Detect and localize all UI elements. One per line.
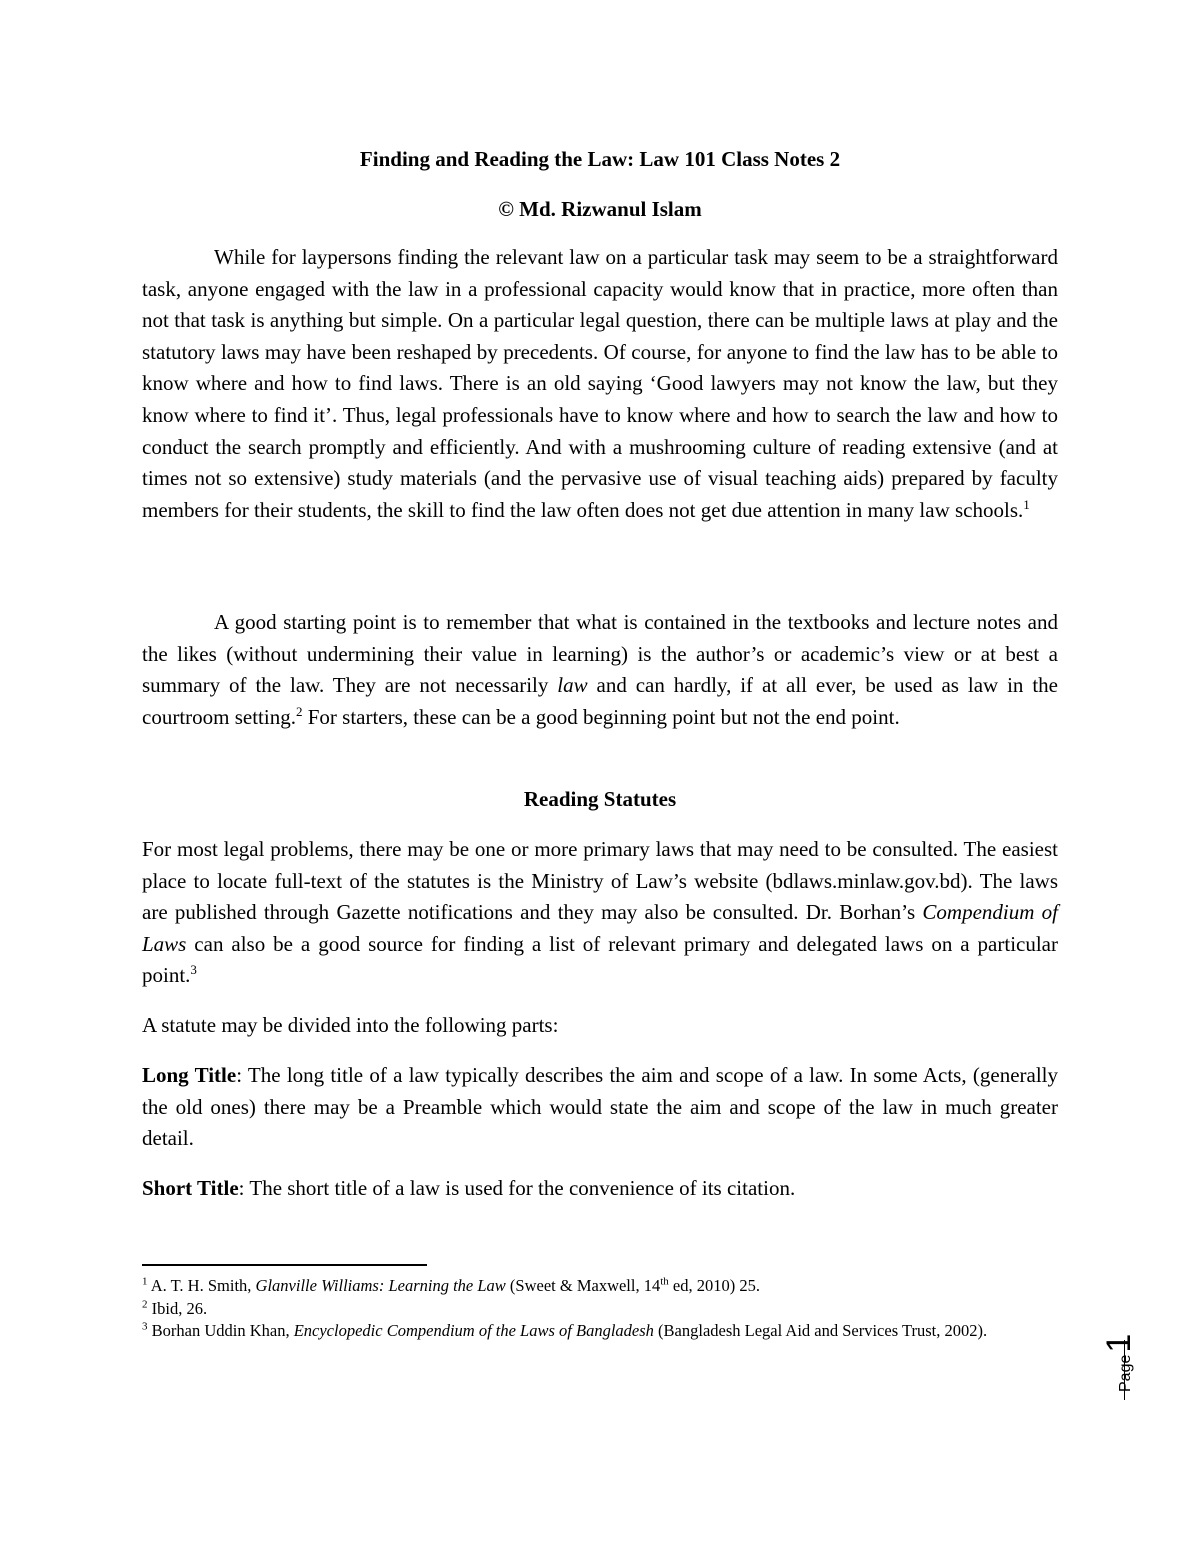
footnote-text: ed, 2010) 25. bbox=[668, 1276, 760, 1295]
italic-term: law bbox=[557, 673, 588, 698]
document-title: Finding and Reading the Law: Law 101 Class Notes 2 bbox=[359, 147, 841, 171]
footnote-italic: Encyclopedic Compendium of the Laws of Bangladesh bbox=[293, 1321, 654, 1340]
footnote-ref-2[interactable]: 2 bbox=[295, 703, 303, 719]
footnote-text: (Sweet & Maxwell, 14 bbox=[505, 1276, 661, 1295]
paragraph-text: can also be a good source for finding a list of relevant primary and delegated laws on a particular point. bbox=[142, 931, 1058, 988]
term-short-title: Short Title bbox=[142, 1176, 239, 1200]
footnote-text: (Bangladesh Legal Aid and Services Trust, 2002). bbox=[653, 1321, 988, 1340]
paragraph-text: For starters, these can be a good beginning point but not the end point. bbox=[302, 704, 900, 729]
paragraph-text: : The long title of a law typically describes the aim and scope of a law. In some Acts, (generally the old ones) there may be a Preamble which would state the aim and scope of the law in much greater detail. bbox=[142, 1063, 1058, 1151]
paragraph-short-title bbox=[142, 1173, 1058, 1205]
footnote-separator bbox=[142, 1264, 427, 1266]
footnote-1 bbox=[142, 1275, 1058, 1298]
paragraph-text: While for laypersons finding the relevant law on a particular task may seem to be a straightforward task, anyone engaged with the law in a professional capacity would know that in practice, more often than not that task is anything but simple. On a particular legal question, there can be multiple laws at play and the statutory laws may have been reshaped by precedents. Of course, for anyone to find the law has to be able to know where and how to find laws. There is an old saying ‘Good lawyers may not know the law, but they know where to find it’. Thus, legal professionals have to know where and how to search the law and how to conduct the search promptly and efficiently. And with a mushrooming culture of reading extensive (and at times not so extensive) study materials (and the pervasive use of visual teaching aids) prepared by faculty members for their students, the skill to find the law often does not get due attention in many law schools. bbox=[142, 245, 1058, 522]
footnote-ref-3[interactable]: 3 bbox=[190, 962, 197, 978]
author-line: © Md. Rizwanul Islam bbox=[498, 197, 702, 221]
paragraph-starting-point bbox=[142, 607, 1058, 733]
section-heading: Reading Statutes bbox=[523, 787, 677, 811]
paragraph-text: For most legal problems, there may be one or more primary laws that may need to be consulted. The easiest place to locate full-text of the statutes is the Ministry of Law’s website (bdlaws.minlaw.gov.bd). The laws are published through Gazette notifications and they may also be consulted. Dr. Borhan’s bbox=[142, 837, 1058, 925]
paragraph-text: and can hardly, if at all ever, be used as law in the courtroom setting. bbox=[142, 673, 1058, 729]
page-number: 1 bbox=[1100, 1333, 1138, 1353]
footnote-text: A. T. H. Smith, bbox=[147, 1276, 256, 1295]
footnote-2 bbox=[142, 1298, 1058, 1321]
paragraph-text: A good starting point is to remember that what is contained in the textbooks and lecture notes and the likes (without undermining their value in learning) is the author’s or academic’s view or at best a summary of the law. They are not necessarily bbox=[142, 610, 1058, 698]
footnote-italic: Glanville Williams: Learning the Law bbox=[255, 1276, 506, 1295]
paragraph-intro bbox=[142, 242, 1058, 526]
footnotes bbox=[142, 1275, 1058, 1343]
footnote-number: 2 bbox=[142, 1298, 148, 1310]
footnote-number: 3 bbox=[142, 1320, 148, 1333]
paragraph-long-title bbox=[142, 1060, 1058, 1155]
page-number-label bbox=[1100, 1334, 1139, 1392]
paragraph-statutes bbox=[142, 834, 1058, 992]
paragraph-parts-intro: A statute may be divided into the following parts: bbox=[142, 1013, 559, 1037]
footnote-superscript: th bbox=[660, 1275, 669, 1288]
footnote-number: 1 bbox=[142, 1275, 148, 1288]
term-long-title: Long Title bbox=[142, 1063, 237, 1087]
footnote-ref-1[interactable]: 1 bbox=[1023, 496, 1030, 512]
paragraph-text: : The short title of a law is used for the convenience of its citation. bbox=[238, 1176, 796, 1200]
page-word: Page bbox=[1117, 1354, 1134, 1392]
footnote-text: Borhan Uddin Khan, bbox=[147, 1321, 294, 1340]
italic-title: Compendium of Laws bbox=[142, 900, 1059, 956]
footnote-text: Ibid, 26. bbox=[147, 1298, 208, 1318]
footnote-3 bbox=[142, 1320, 1058, 1343]
